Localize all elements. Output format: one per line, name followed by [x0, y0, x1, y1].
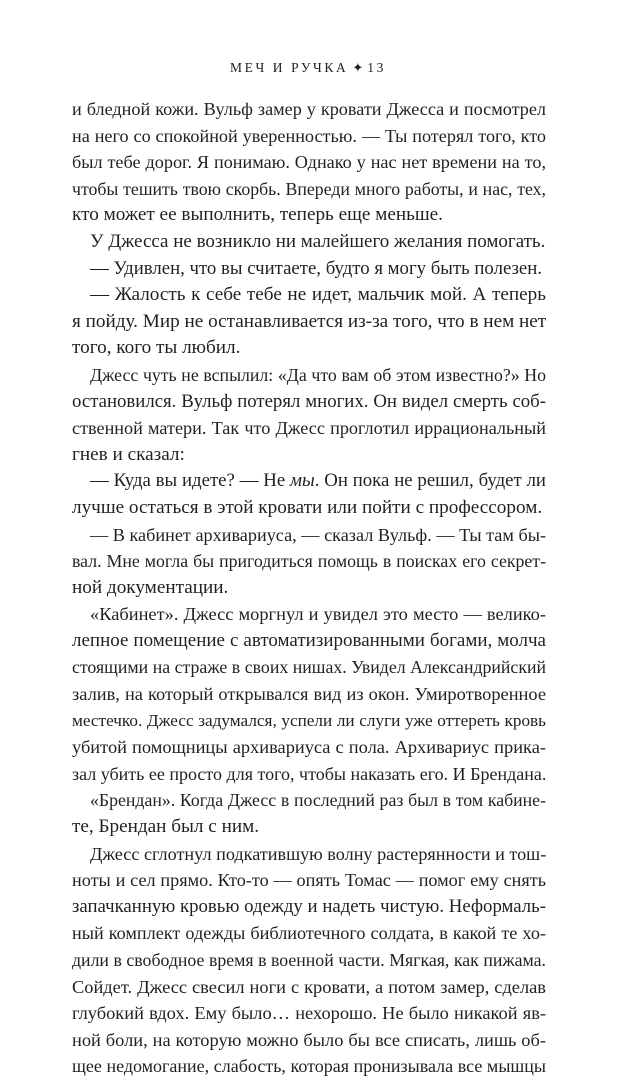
text-line: Сойдет. Джесс свесил ноги с кровати, а потом замер, сделав	[72, 976, 546, 997]
text-line: дили в свободное время в военной части. Мягкая, как пижама.	[72, 950, 546, 970]
text-line: вал. Мне могла бы пригодиться помощь в поисках его секрет-	[72, 551, 546, 572]
text-line: того, кого ты любил.	[72, 337, 241, 359]
page-number: 13	[367, 60, 386, 75]
text-segment: — Куда вы идете? — Не	[90, 470, 291, 492]
separator-star-icon: ✦	[352, 60, 364, 75]
text-line: запачканную кровью одежду и надеть чистую. Неформаль-	[72, 895, 546, 917]
text-line: залив, на который открывался вид из окон. Умиротворенное	[72, 684, 546, 705]
text-line: У Джесса не возникло ни малейшего желания помогать.	[90, 230, 546, 252]
text-line: лепное помещение с автоматизированными богами, молча	[72, 629, 546, 651]
text-line: «Кабинет». Джесс моргнул и увидел это место — велико-	[90, 604, 546, 625]
text-line: лучше остаться в этой кровати или пойти с профессором.	[72, 496, 543, 518]
italic-emphasis: мы	[290, 470, 315, 492]
text-line: и бледной кожи. Вульф замер у кровати Джесса и посмотрел	[72, 99, 546, 119]
text-line: глубокий вдох. Ему было… нехорошо. Не было никакой яв-	[72, 1003, 546, 1024]
text-line: местечко. Джесс задумался, успели ли слуги уже оттереть кровь	[72, 710, 546, 730]
text-line: «Брендан». Когда Джесс в последний раз был в том кабине-	[90, 790, 546, 811]
running-head-title: МЕЧ И РУЧКА	[230, 60, 349, 75]
text-line: был тебе дорог. Я понимаю. Однако у нас нет времени на то,	[72, 152, 546, 173]
text-line: щее недомогание, слабость, которая пронизывала все мышцы	[72, 1056, 546, 1077]
text-line: ной боли, на которую можно было бы все списать, лишь об-	[72, 1029, 546, 1050]
text-line: зал убить ее просто для того, чтобы наказать его. И Брендана.	[72, 763, 546, 784]
text-line: — Удивлен, что вы считаете, будто я могу быть полезен.	[90, 257, 543, 279]
text-line: я пойду. Мир не останавливается из-за того, что в нем нет	[72, 310, 546, 332]
text-line: Джесс чуть не вспылил: «Да что вам об этом известно?» Но	[90, 364, 546, 385]
text-line: Джесс сглотнул подкатившую волну растерянности и тош-	[90, 843, 546, 864]
text-line: те, Брендан был с ним.	[72, 816, 260, 838]
text-line: ственной матери. Так что Джесс проглотил иррациональный	[72, 418, 546, 439]
text-line: гнев и сказал:	[72, 443, 185, 465]
text-line: ный комплект одежды библиотечного солдата, в какой те хо-	[72, 923, 546, 944]
text-line: на него со спокойной уверенностью. — Ты потерял того, кто	[72, 125, 546, 146]
text-line: чтобы тешить твою скорбь. Впереди много работы, и нас, тех,	[72, 178, 546, 199]
text-line: ноты и сел прямо. Кто-то — опять Томас — помог ему снять	[72, 870, 546, 891]
running-head	[230, 60, 386, 76]
text-segment: . Он пока не решил, будет ли	[314, 470, 546, 492]
text-line: остановился. Вульф потерял многих. Он видел смерть соб-	[72, 390, 546, 412]
text-line	[72, 468, 546, 495]
body-text	[72, 96, 546, 1080]
text-line: убитой помощницы архивариуса с пола. Архивариус прика-	[72, 737, 546, 758]
text-line: ной документации.	[72, 576, 229, 598]
text-line: — Жалость к себе тебе не идет, мальчик мой. А теперь	[90, 284, 546, 306]
text-line: — В кабинет архивариуса, — сказал Вульф. — Ты там бы-	[90, 524, 546, 545]
text-line: стоящими на страже в своих нишах. Увидел Александрийский	[72, 657, 546, 678]
text-line: кто может ее выполнить, теперь еще меньше.	[72, 204, 443, 226]
